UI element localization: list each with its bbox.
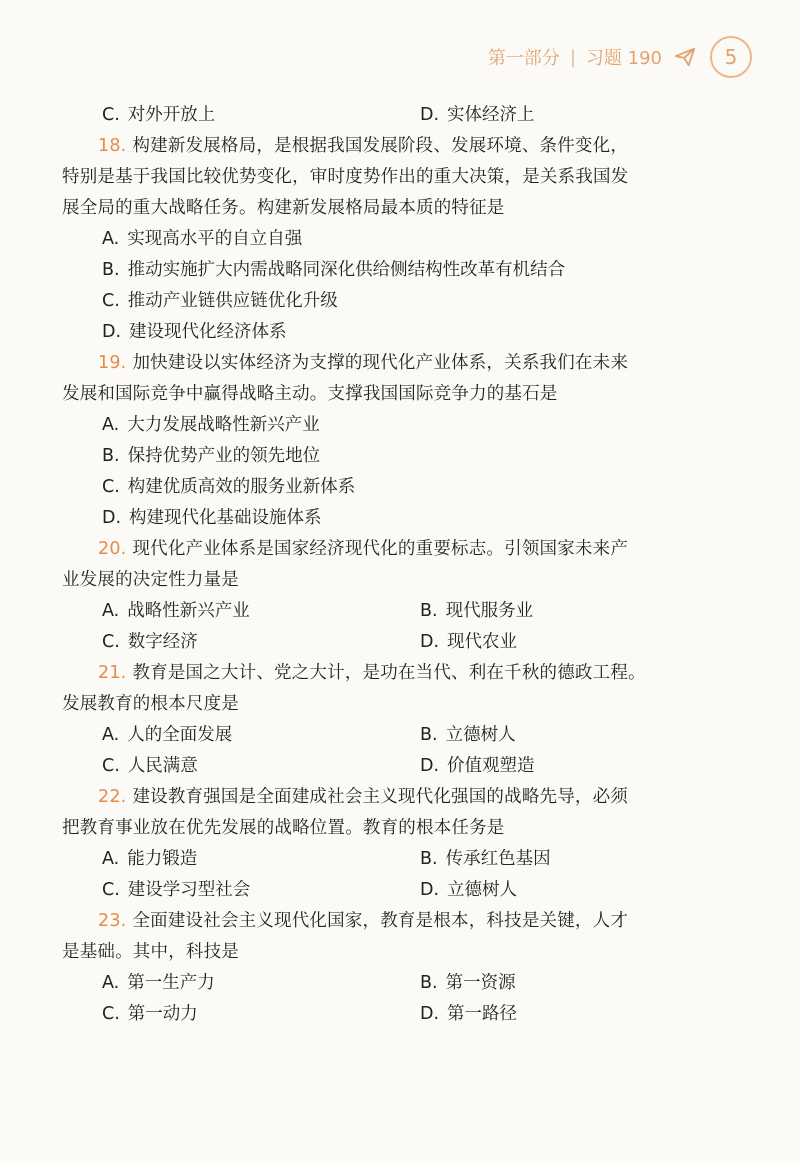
option-d: D. 第一路径 <box>420 1004 518 1024</box>
option-c: C. 推动产业链供应链优化升级 <box>102 291 338 311</box>
question-number: 23. <box>98 911 127 931</box>
option-c: C. 建设学习型社会 <box>102 880 251 900</box>
option-row <box>62 875 744 906</box>
option-row <box>62 844 744 875</box>
option-c: C. 对外开放上 <box>102 105 216 125</box>
option-row <box>62 968 744 999</box>
option-d: D. 现代农业 <box>420 632 518 652</box>
page-header <box>488 36 752 78</box>
question-stem: 18. 构建新发展格局，是根据我国发展阶段、发展环境、条件变化， <box>98 136 629 156</box>
question-stem-line: 发展教育的根本尺度是 <box>62 694 239 714</box>
option-a: A. 大力发展战略性新兴产业 <box>102 415 320 435</box>
option-d: D. 立德树人 <box>420 880 518 900</box>
option-a: A. 人的全面发展 <box>102 725 233 745</box>
question-stem: 20. 现代化产业体系是国家经济现代化的重要标志。引领国家未来产 <box>98 539 629 559</box>
option-b: B. 现代服务业 <box>420 601 534 621</box>
option-row <box>62 100 744 131</box>
option-a: A. 能力锻造 <box>102 849 198 869</box>
option-d: D. 价值观塑造 <box>420 756 535 776</box>
option-b: B. 传承红色基因 <box>420 849 551 869</box>
question-stem-line: 是基础。其中，科技是 <box>62 942 239 962</box>
question-stem-line: 展全局的重大战略任务。构建新发展格局最本质的特征是 <box>62 198 505 218</box>
section-label: 第一部分 <box>487 48 560 69</box>
option-a: A. 第一生产力 <box>102 973 215 993</box>
option-c: C. 人民满意 <box>102 756 198 776</box>
question-stem-line: 发展和国际竞争中赢得战略主动。支撑我国国际竞争力的基石是 <box>62 384 558 404</box>
option-row <box>62 596 744 627</box>
option-b: B. 第一资源 <box>420 973 516 993</box>
header-divider: | <box>569 46 576 68</box>
option-row <box>62 720 744 751</box>
question-stem: 19. 加快建设以实体经济为支撑的现代化产业体系，关系我们在未来 <box>98 353 629 373</box>
option-a: A. 实现高水平的自立自强 <box>102 229 303 249</box>
question-stem-line: 业发展的决定性力量是 <box>62 570 239 590</box>
option-b: B. 保持优势产业的领先地位 <box>102 446 321 466</box>
question-number: 20. <box>98 539 127 559</box>
question-number: 21. <box>98 663 127 683</box>
question-number: 22. <box>98 787 127 807</box>
option-c: C. 第一动力 <box>102 1004 198 1024</box>
option-d: D. 构建现代化基础设施体系 <box>102 508 322 528</box>
option-row <box>62 999 744 1030</box>
question-stem-line: 把教育事业放在优先发展的战略位置。教育的根本任务是 <box>62 818 505 838</box>
option-b: B. 立德树人 <box>420 725 516 745</box>
option-c: C. 构建优质高效的服务业新体系 <box>102 477 356 497</box>
question-stem-line: 特别是基于我国比较优势变化，审时度势作出的重大决策，是关系我国发 <box>62 167 629 187</box>
option-row <box>62 751 744 782</box>
question-stem: 23. 全面建设社会主义现代化国家，教育是根本，科技是关键，人才 <box>98 911 629 931</box>
option-b: B. 推动实施扩大内需战略同深化供给侧结构性改革有机结合 <box>102 260 566 280</box>
exercise-label: 习题 190 <box>585 48 662 69</box>
paper-plane-icon <box>674 46 696 68</box>
option-a: A. 战略性新兴产业 <box>102 601 250 621</box>
question-number: 19. <box>98 353 127 373</box>
page-number-text: 5 <box>724 45 738 69</box>
question-number: 18. <box>98 136 127 156</box>
question-stem: 22. 建设教育强国是全面建成社会主义现代化强国的战略先导，必须 <box>98 787 629 807</box>
option-d: D. 实体经济上 <box>420 105 535 125</box>
option-row <box>62 627 744 658</box>
page-number <box>710 36 752 78</box>
question-list <box>62 100 744 1030</box>
option-d: D. 建设现代化经济体系 <box>102 322 287 342</box>
question-stem: 21. 教育是国之大计、党之大计，是功在当代、利在千秋的德政工程。 <box>98 663 646 683</box>
option-c: C. 数字经济 <box>102 632 198 652</box>
